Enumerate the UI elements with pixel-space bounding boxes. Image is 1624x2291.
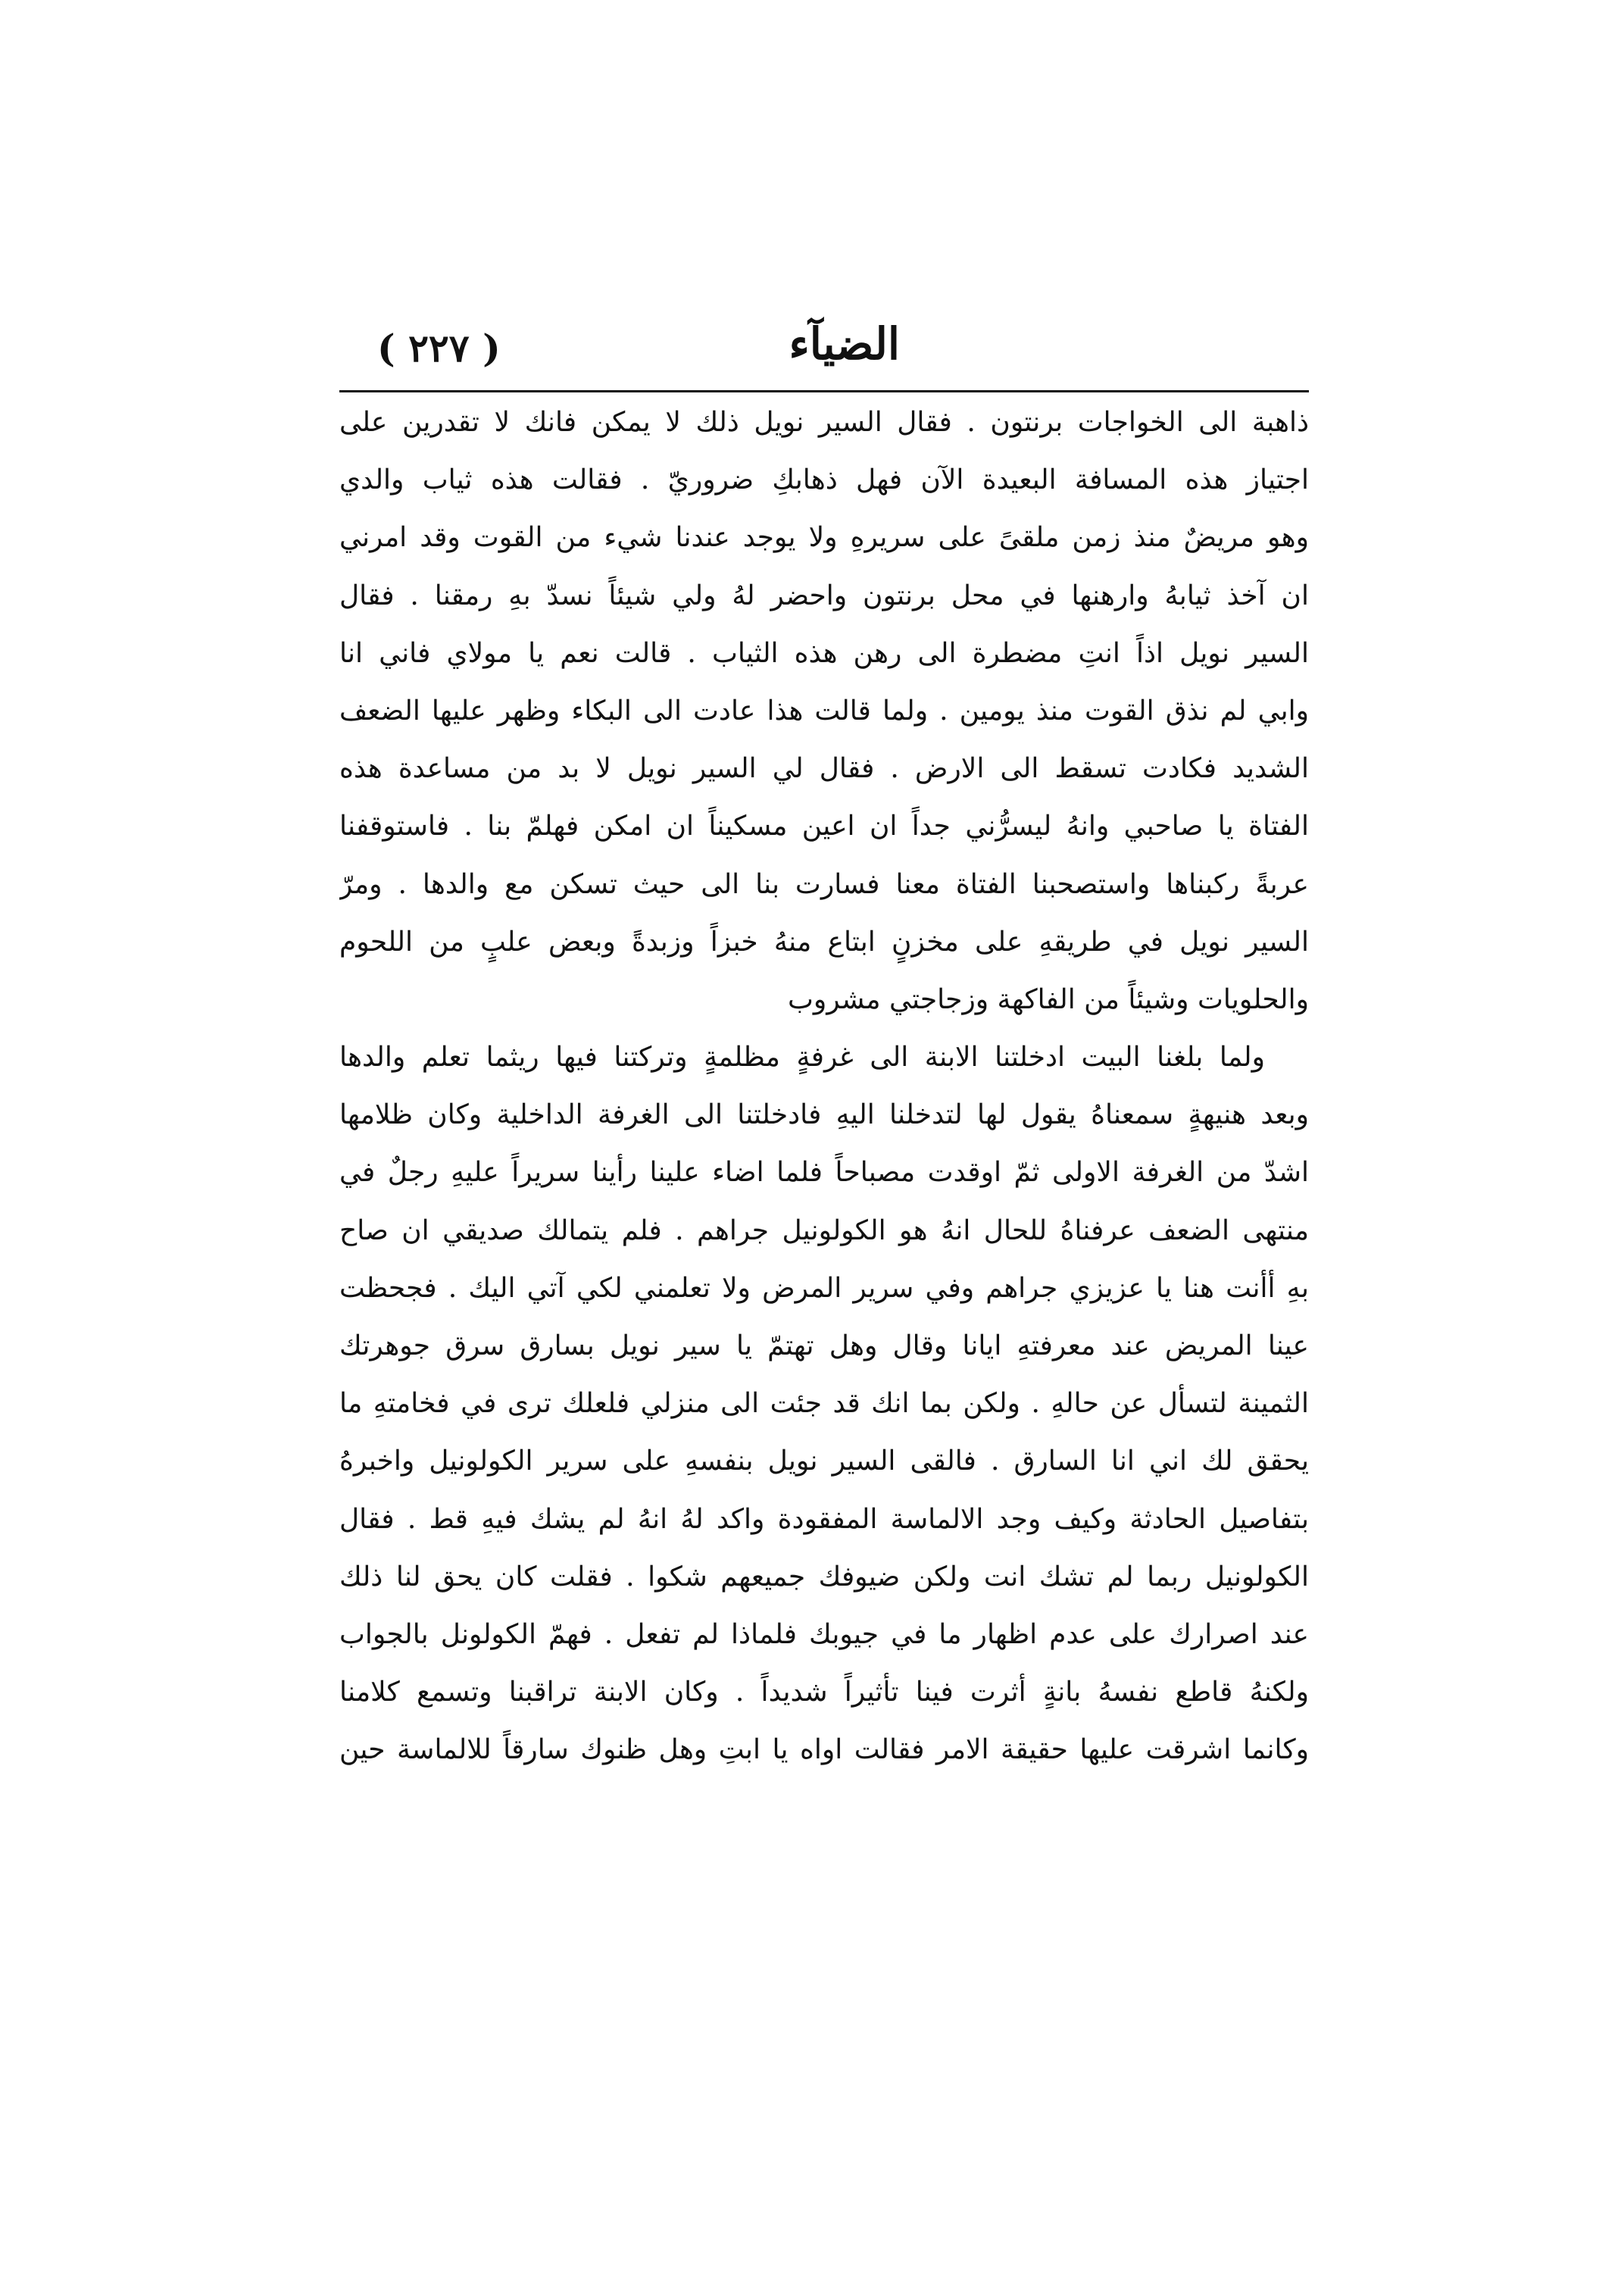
- text-line: ولكنهُ قاطع نفسهُ بانةٍ أثرت فينا تأثيراً شديداً . وكان الابنة تراقبنا وتسمع كلامنا: [339, 1677, 1309, 1708]
- text-line: بتفاصيل الحادثة وكيف وجد الالماسة المفقودة واكد لهُ انهُ لم يشك فيهِ قط . فقال: [339, 1503, 1309, 1535]
- paragraph-end-line: والحلويات وشيئاً من الفاكهة وزجاجتي مشروب: [788, 983, 1309, 1015]
- header-rule: [339, 390, 1309, 392]
- page-number: ( ٢٢٧ ): [377, 326, 501, 370]
- text-line: اجتياز هذه المسافة البعيدة الآن فهل ذهابكِ ضروريّ . فقالت هذه ثياب والدي: [339, 464, 1309, 496]
- text-line: يحقق لك اني انا السارق . فالقى السير نويل بنفسهِ على سرير الكولونيل واخبرهُ: [339, 1446, 1309, 1477]
- text-line: اشدّ من الغرفة الاولى ثمّ اوقدت مصباحاً فلما اضاء علينا رأينا سريراً عليهِ رجلٌ في: [339, 1157, 1309, 1189]
- text-line: ذاهبة الى الخواجات برنتون . فقال السير نويل ذلك لا يمكن فانك لا تقدرين على: [339, 407, 1309, 438]
- text-line: بهِ أأنت هنا يا عزيزي جراهم وفي سرير المرض ولا تعلمني لكي آتي اليك . فجحظت: [339, 1272, 1309, 1304]
- text-line: الثمينة لتسأل عن حالهِ . ولكن بما انك قد جئت الى منزلي فلعلك ترى في فخامتهِ ما: [339, 1388, 1309, 1420]
- text-line: السير نويل في طريقهِ على مخزنٍ ابتاع منهُ خبزاً وزبدةً وبعض علبٍ من اللحوم: [339, 926, 1309, 958]
- text-line: السير نويل اذاً انتِ مضطرة الى رهن هذه الثياب . قالت نعم يا مولاي فاني انا: [339, 637, 1309, 669]
- text-line: ان آخذ ثيابهُ وارهنها في محل برنتون واحضر لهُ ولي شيئاً نسدّ بهِ رمقنا . فقال: [339, 580, 1309, 611]
- text-line: وهو مريضٌ منذ زمن ملقىً على سريرهِ ولا يوجد عندنا شيء من القوت وقد امرني: [339, 522, 1309, 554]
- page-header: [339, 311, 1309, 386]
- text-line: وبعد هنيهةٍ سمعناهُ يقول لها لتدخلنا اليهِ فادخلتنا الى الغرفة الداخلية وكان ظلامها: [339, 1099, 1309, 1131]
- text-line: عربةً ركبناها واستصحبنا الفتاة معنا فسارت بنا الى حيث تسكن مع والدها . ومرّ: [339, 868, 1309, 900]
- text-line: الشديد فكادت تسقط الى الارض . فقال لي السير نويل لا بد من مساعدة هذه: [339, 753, 1309, 785]
- text-line: وكانما اشرقت عليها حقيقة الامر فقالت اواه يا ابتِ وهل ظنوك سارقاً للالماسة حين: [339, 1734, 1309, 1766]
- text-line: الكولونيل ربما لم تشك انت ولكن ضيوفك جميعهم شكوا . فقلت كان يحق لنا ذلك: [339, 1561, 1309, 1592]
- text-line: وابي لم نذق القوت منذ يومين . ولما قالت هذا عادت الى البكاء وظهر عليها الضعف: [339, 695, 1309, 727]
- text-line: عند اصرارك على عدم اظهار ما في جيوبك فلماذا لم تفعل . فهمّ الكولونل بالجواب: [339, 1618, 1309, 1650]
- text-line: منتهى الضعف عرفناهُ للحال انهُ هو الكولونيل جراهم . فلم يتمالك صديقي ان صاح: [339, 1214, 1309, 1246]
- paragraph-start-line: ولما بلغنا البيت ادخلتنا الابنة الى غرفةٍ مظلمةٍ وتركتنا فيها ريثما تعلم والدها: [339, 1042, 1265, 1074]
- body-text: [339, 394, 1309, 1780]
- text-line: عينا المريض عند معرفتهِ ايانا وقال وهل تهتمّ يا سير نويل بسارق سرق جوهرتك: [339, 1330, 1309, 1361]
- text-line: الفتاة يا صاحبي وانهُ ليسرُّني جداً ان اعين مسكيناً ان امكن فهلمّ بنا . فاستوقفنا: [339, 811, 1309, 842]
- running-title: الضيآء: [789, 318, 900, 370]
